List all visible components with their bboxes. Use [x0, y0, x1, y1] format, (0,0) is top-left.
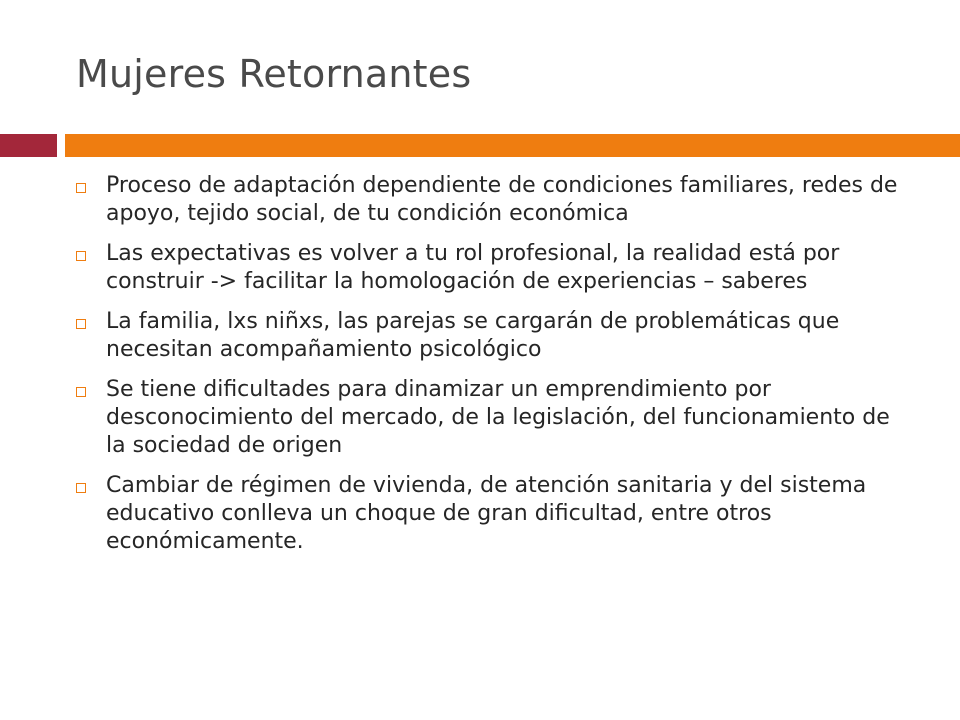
bullet-text: La familia, lxs niñxs, las parejas se cargarán de problemáticas que necesitan acompañamiento psicológico — [106, 309, 840, 362]
list-item — [76, 472, 916, 556]
list-item — [76, 172, 916, 228]
list-item — [76, 240, 916, 296]
title-divider-left-band — [0, 134, 57, 157]
bullet-list — [76, 172, 916, 568]
list-item — [76, 376, 916, 460]
title-divider-right-band — [65, 134, 960, 157]
hollow-square-icon — [76, 483, 86, 493]
bullet-text: Cambiar de régimen de vivienda, de atención sanitaria y del sistema educativo conlleva un choque de gran dificultad, entre otros económicamente. — [106, 473, 867, 554]
hollow-square-icon — [76, 183, 86, 193]
slide-title: Mujeres Retornantes — [76, 52, 472, 96]
bullet-text: Proceso de adaptación dependiente de condiciones familiares, redes de apoyo, tejido social, de tu condición económica — [106, 173, 898, 226]
hollow-square-icon — [76, 387, 86, 397]
hollow-square-icon — [76, 319, 86, 329]
list-item — [76, 308, 916, 364]
hollow-square-icon — [76, 251, 86, 261]
bullet-text: Se tiene dificultades para dinamizar un emprendimiento por desconocimiento del mercado, de la legislación, del funcionamiento de la sociedad de origen — [106, 377, 890, 458]
bullet-text: Las expectativas es volver a tu rol profesional, la realidad está por construir -> facilitar la homologación de experiencias – saberes — [106, 241, 840, 294]
